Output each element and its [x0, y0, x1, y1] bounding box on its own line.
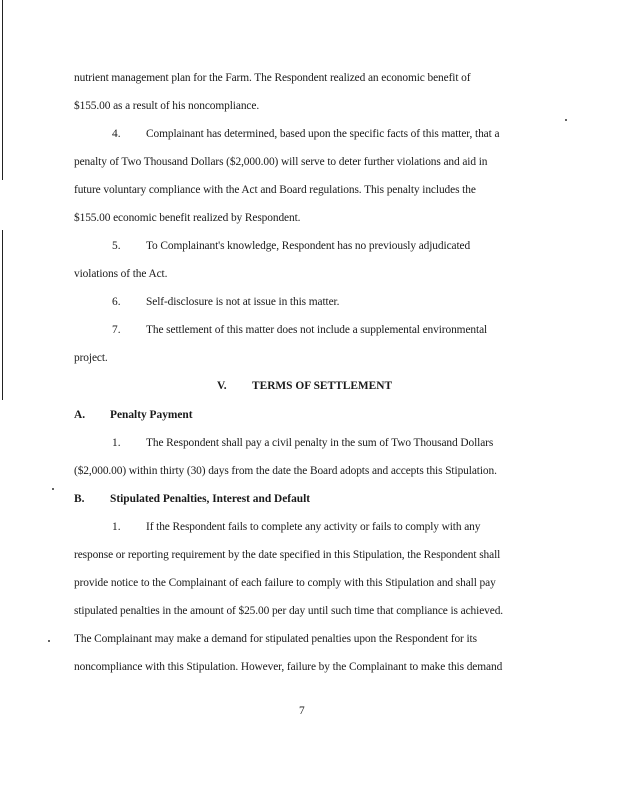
subsection-letter: A. — [74, 409, 86, 421]
subsection-title: Penalty Payment — [110, 409, 193, 421]
body-line: response or reporting requirement by the date specified in this Stipulation, the Respondent shall — [74, 549, 501, 561]
body-line: violations of the Act. — [74, 268, 168, 280]
paragraph-number: 6. — [112, 296, 121, 308]
body-line: $155.00 as a result of his noncompliance. — [74, 100, 260, 112]
scan-margin-line — [2, 230, 3, 400]
body-line: nutrient management plan for the Farm. The Respondent realized an economic benefit of — [74, 72, 471, 84]
subsection-letter: B. — [74, 493, 85, 505]
paragraph-number: 4. — [112, 128, 121, 140]
body-line: To Complainant's knowledge, Respondent has no previously adjudicated — [146, 240, 471, 252]
body-line: The Respondent shall pay a civil penalty in the sum of Two Thousand Dollars — [146, 437, 494, 449]
body-line: noncompliance with this Stipulation. However, failure by the Complainant to make this demand — [74, 661, 503, 673]
body-line: $155.00 economic benefit realized by Respondent. — [74, 212, 301, 224]
body-line: project. — [74, 352, 108, 364]
scan-margin-line — [2, 0, 3, 180]
body-line: stipulated penalties in the amount of $25.00 per day until such time that compliance is achieved. — [74, 605, 504, 617]
body-line: Self-disclosure is not at issue in this matter. — [146, 296, 340, 308]
body-line: penalty of Two Thousand Dollars ($2,000.00) will serve to deter further violations and aid in — [74, 156, 488, 168]
paragraph-number: 5. — [112, 240, 121, 252]
paragraph-number: 7. — [112, 324, 121, 336]
paragraph-number: 1. — [112, 521, 121, 533]
body-line: The settlement of this matter does not include a supplemental environmental — [146, 324, 488, 336]
paragraph-number: 1. — [112, 437, 121, 449]
body-line: provide notice to the Complainant of each failure to comply with this Stipulation and shall pay — [74, 577, 496, 589]
body-line: ($2,000.00) within thirty (30) days from the date the Board adopts and accepts this Stipulation. — [74, 465, 497, 477]
section-title: TERMS OF SETTLEMENT — [252, 380, 393, 392]
scan-speck — [565, 119, 567, 121]
page-number: 7 — [299, 705, 305, 717]
scan-speck — [48, 640, 50, 642]
body-line: future voluntary compliance with the Act and Board regulations. This penalty includes the — [74, 184, 476, 196]
section-numeral: V. — [217, 380, 227, 392]
body-line: Complainant has determined, based upon the specific facts of this matter, that a — [146, 128, 500, 140]
scan-speck — [52, 488, 54, 490]
body-line: If the Respondent fails to complete any activity or fails to comply with any — [146, 521, 481, 533]
subsection-title: Stipulated Penalties, Interest and Default — [110, 493, 311, 505]
body-line: The Complainant may make a demand for stipulated penalties upon the Respondent for its — [74, 633, 477, 645]
